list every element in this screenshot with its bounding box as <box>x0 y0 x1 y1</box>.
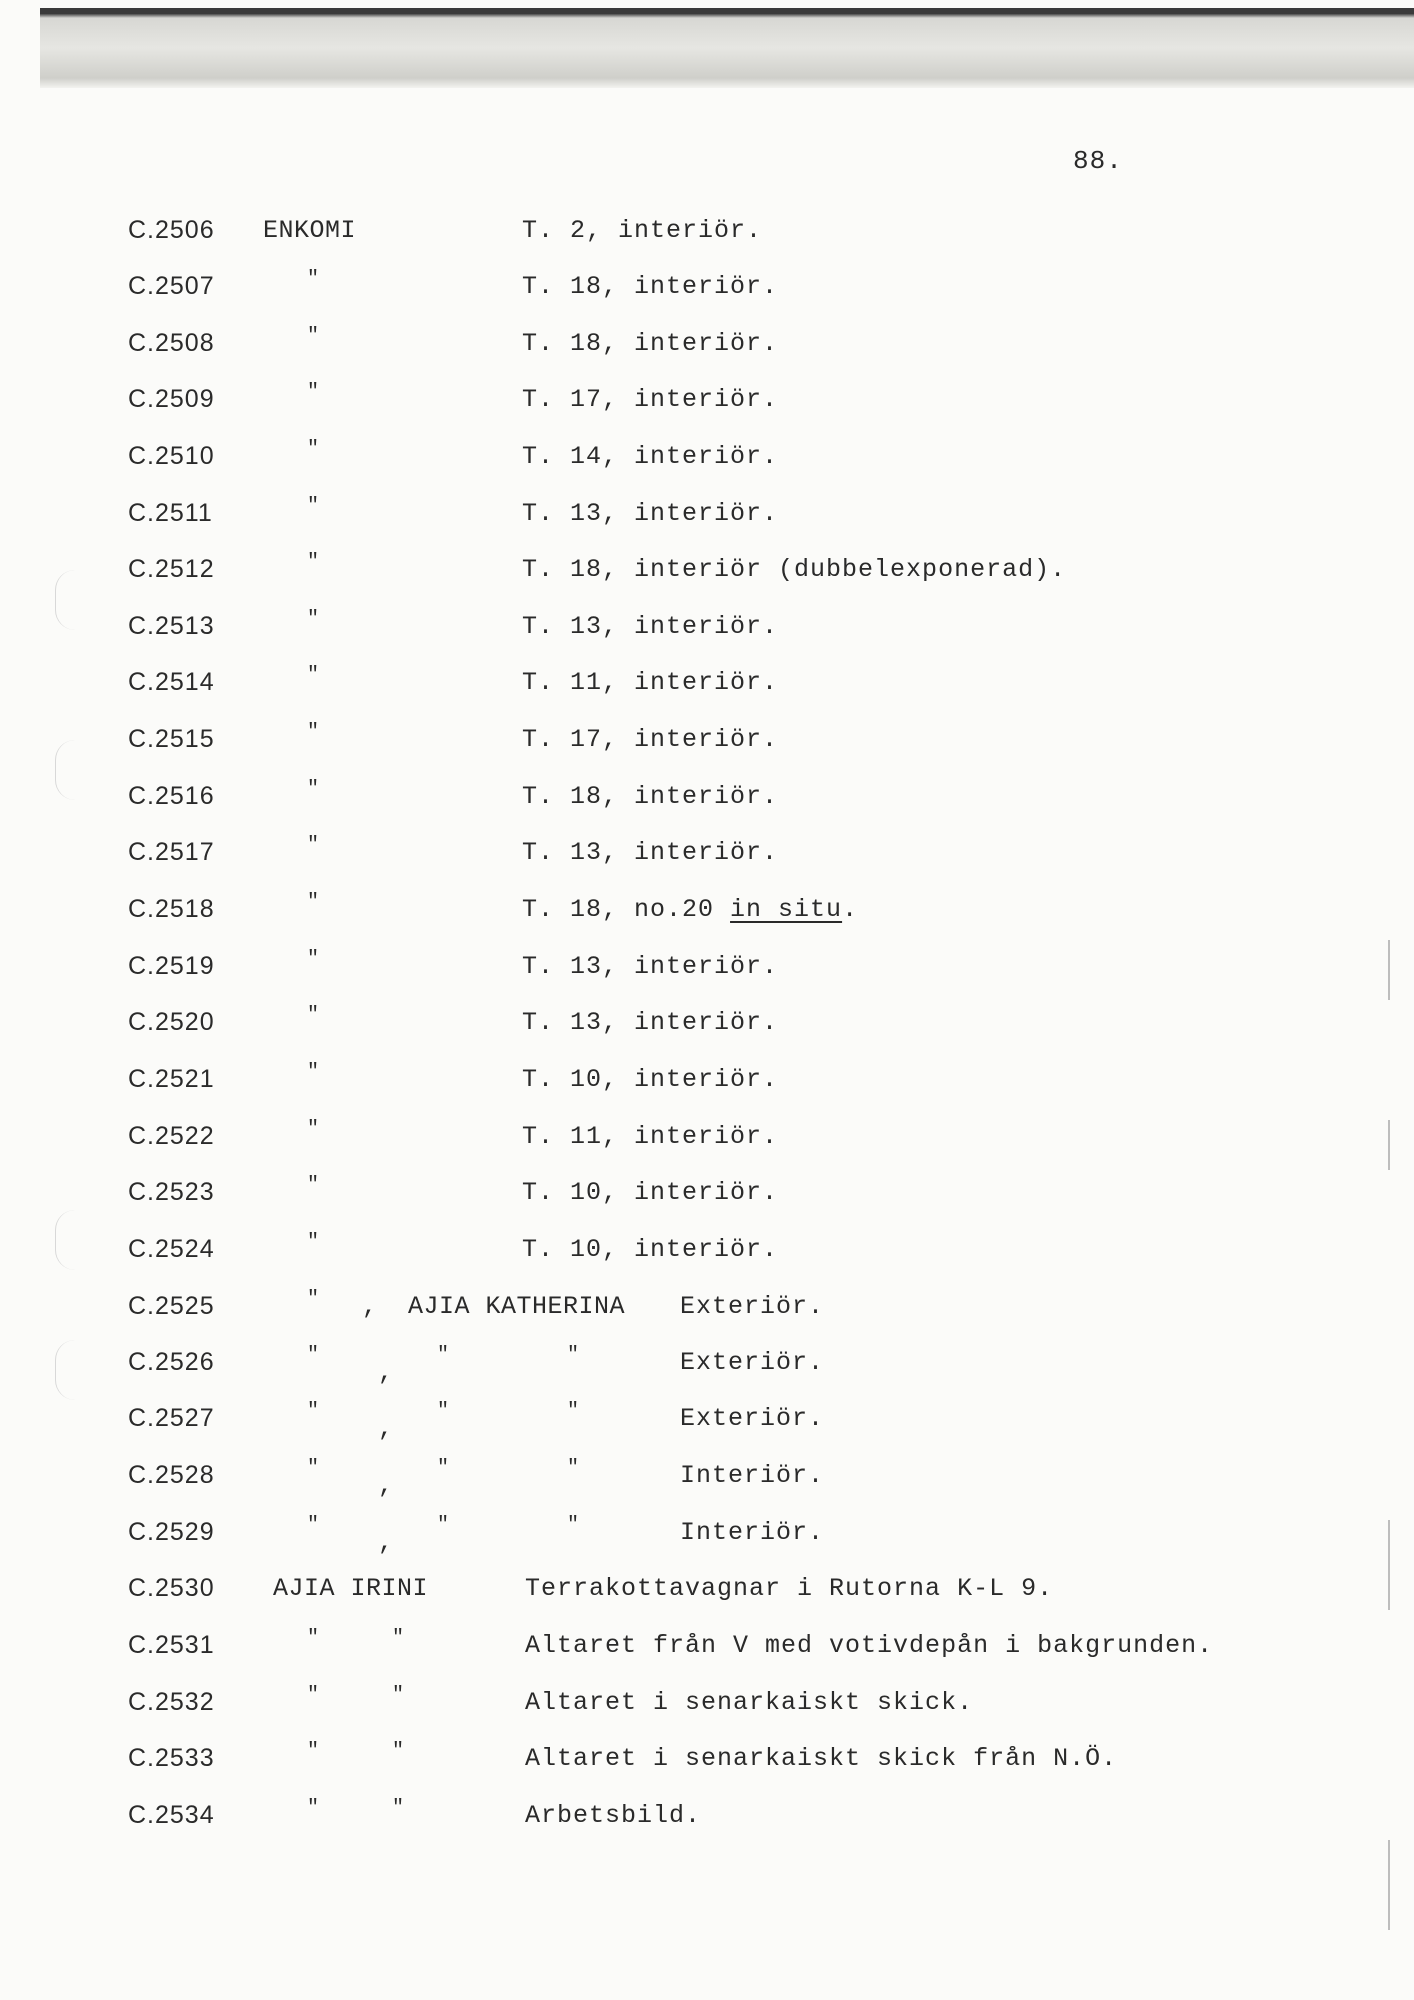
list-item <box>0 664 1414 708</box>
list-item <box>0 778 1414 822</box>
list-item <box>0 1400 1414 1444</box>
list-item <box>0 1118 1414 1162</box>
catalog-number: C.2521 <box>128 1065 215 1093</box>
description: Altaret i senarkaiskt skick. <box>525 1688 974 1717</box>
catalog-number: C.2522 <box>128 1122 215 1150</box>
list-item <box>0 1574 1414 1614</box>
description: T. 18, interiör (dubbelexponerad). <box>522 555 1067 584</box>
catalog-number: C.2518 <box>128 895 215 923</box>
site-name: AJIA IRINI <box>273 1574 429 1603</box>
list-item <box>0 551 1414 595</box>
catalog-number: C.2516 <box>128 782 215 810</box>
list-item <box>0 438 1414 482</box>
list-item <box>0 1231 1414 1275</box>
ditto-mark: " <box>307 268 320 291</box>
catalog-number: C.2513 <box>128 612 215 640</box>
ditto-mark: " <box>307 721 320 744</box>
ditto-mark: " <box>307 495 320 518</box>
comma: , <box>378 1414 395 1443</box>
description: T. 13, interiör. <box>522 838 779 867</box>
ditto-mark: " <box>392 1797 405 1820</box>
list-item <box>0 1797 1414 1841</box>
catalog-number: C.2523 <box>128 1178 215 1206</box>
list-item <box>0 1004 1414 1048</box>
catalog-number: C.2507 <box>128 272 215 300</box>
scan-edge-mark <box>1388 1840 1390 1930</box>
list-item <box>0 1288 1414 1332</box>
catalog-number: C.2519 <box>128 952 215 980</box>
catalog-number: C.2512 <box>128 555 215 583</box>
catalog-number: C.2526 <box>128 1348 215 1376</box>
scan-top-edge <box>40 8 1414 14</box>
ditto-mark: " <box>392 1684 405 1707</box>
catalog-number: C.2509 <box>128 385 215 413</box>
ditto-mark: " <box>567 1344 580 1367</box>
ditto-mark: " <box>437 1514 450 1537</box>
description: Terrakottavagnar i Rutorna K-L 9. <box>525 1574 1054 1603</box>
ditto-mark: " <box>307 834 320 857</box>
description: Arbetsbild. <box>525 1801 702 1830</box>
list-item <box>0 1457 1414 1501</box>
list-item <box>0 495 1414 539</box>
description: Interiör. <box>680 1518 825 1547</box>
description: Exteriör. <box>680 1292 825 1321</box>
catalog-number: C.2529 <box>128 1518 215 1546</box>
description: T. 13, interiör. <box>522 952 779 981</box>
ditto-mark: " <box>307 1344 320 1367</box>
ditto-mark: " <box>307 1514 320 1537</box>
ditto-mark: " <box>307 1797 320 1820</box>
description: T. 11, interiör. <box>522 1122 779 1151</box>
catalog-number: C.2532 <box>128 1688 215 1716</box>
description: T. 2, interiör. <box>522 216 763 245</box>
ditto-mark: " <box>567 1514 580 1537</box>
description: Exteriör. <box>680 1348 825 1377</box>
ditto-mark: " <box>307 1457 320 1480</box>
ditto-mark: " <box>307 608 320 631</box>
list-item <box>0 1627 1414 1671</box>
comma: , <box>378 1358 395 1387</box>
description: T. 13, interiör. <box>522 1008 779 1037</box>
ditto-mark: " <box>437 1400 450 1423</box>
description-end: . <box>842 895 859 924</box>
description: T. 11, interiör. <box>522 668 779 697</box>
description: T. 18, interiör. <box>522 272 779 301</box>
description: T. 17, interiör. <box>522 385 779 414</box>
description: T. 13, interiör. <box>522 612 779 641</box>
ditto-mark: " <box>307 551 320 574</box>
list-item <box>0 891 1414 935</box>
list-item <box>0 834 1414 878</box>
comma: , <box>362 1292 379 1321</box>
ditto-mark: " <box>307 1174 320 1197</box>
list-item <box>0 268 1414 312</box>
list-item <box>0 1174 1414 1218</box>
description: T. 14, interiör. <box>522 442 779 471</box>
ditto-mark: " <box>567 1457 580 1480</box>
catalog-number: C.2531 <box>128 1631 215 1659</box>
description: T. 18, interiör. <box>522 329 779 358</box>
list-item <box>0 1740 1414 1784</box>
page-number: 88. <box>1073 146 1123 176</box>
ditto-mark: " <box>307 1684 320 1707</box>
ditto-mark: " <box>307 438 320 461</box>
description: T. 18, interiör. <box>522 782 779 811</box>
list-item <box>0 1061 1414 1105</box>
ditto-mark: " <box>307 778 320 801</box>
in-situ-text: in situ <box>730 895 843 924</box>
catalog-number: C.2510 <box>128 442 215 470</box>
scan-top-band <box>40 8 1414 88</box>
ditto-mark: " <box>307 1004 320 1027</box>
ditto-mark: " <box>307 1288 320 1311</box>
catalog-number: C.2520 <box>128 1008 215 1036</box>
ditto-mark: " <box>307 1118 320 1141</box>
list-item <box>0 325 1414 369</box>
description: T. 10, interiör. <box>522 1235 779 1264</box>
comma: , <box>378 1471 395 1500</box>
ditto-mark: " <box>567 1400 580 1423</box>
ditto-mark: " <box>392 1740 405 1763</box>
ditto-mark: " <box>307 1627 320 1650</box>
site-name: ENKOMI <box>263 216 357 245</box>
catalog-number: C.2528 <box>128 1461 215 1489</box>
description: Interiör. <box>680 1461 825 1490</box>
list-item <box>0 1514 1414 1558</box>
description <box>522 895 858 924</box>
description: T. 17, interiör. <box>522 725 779 754</box>
subsite-name: AJIA KATHERINA <box>408 1292 626 1321</box>
catalog-number: C.2508 <box>128 329 215 357</box>
catalog-number: C.2525 <box>128 1292 215 1320</box>
ditto-mark: " <box>307 325 320 348</box>
catalog-number: C.2533 <box>128 1744 215 1772</box>
ditto-mark: " <box>307 1740 320 1763</box>
ditto-mark: " <box>307 1231 320 1254</box>
list-item <box>0 948 1414 992</box>
ditto-mark: " <box>392 1627 405 1650</box>
description: T. 10, interiör. <box>522 1178 779 1207</box>
catalog-number: C.2514 <box>128 668 215 696</box>
catalog-number: C.2515 <box>128 725 215 753</box>
catalog-number: C.2506 <box>128 216 215 244</box>
catalog-number: C.2511 <box>128 499 213 527</box>
list-item <box>0 721 1414 765</box>
catalog-number: C.2534 <box>128 1801 215 1829</box>
comma: , <box>378 1528 395 1557</box>
list-item <box>0 1684 1414 1728</box>
description: T. 13, interiör. <box>522 499 779 528</box>
ditto-mark: " <box>307 664 320 687</box>
description-text: T. 18, no.20 <box>522 895 731 924</box>
catalog-number: C.2530 <box>128 1574 215 1602</box>
description: Exteriör. <box>680 1404 825 1433</box>
ditto-mark: " <box>307 891 320 914</box>
catalog-number: C.2517 <box>128 838 215 866</box>
list-item <box>0 381 1414 425</box>
list-item <box>0 608 1414 652</box>
ditto-mark: " <box>307 948 320 971</box>
ditto-mark: " <box>307 1400 320 1423</box>
catalog-number: C.2527 <box>128 1404 215 1432</box>
ditto-mark: " <box>437 1344 450 1367</box>
description: Altaret från V med votivdepån i bakgrunden. <box>525 1631 1214 1660</box>
list-item <box>0 216 1414 256</box>
catalog-number: C.2524 <box>128 1235 215 1263</box>
description: Altaret i senarkaiskt skick från N.Ö. <box>525 1744 1118 1773</box>
ditto-mark: " <box>307 381 320 404</box>
ditto-mark: " <box>437 1457 450 1480</box>
ditto-mark: " <box>307 1061 320 1084</box>
description: T. 10, interiör. <box>522 1065 779 1094</box>
list-item <box>0 1344 1414 1388</box>
